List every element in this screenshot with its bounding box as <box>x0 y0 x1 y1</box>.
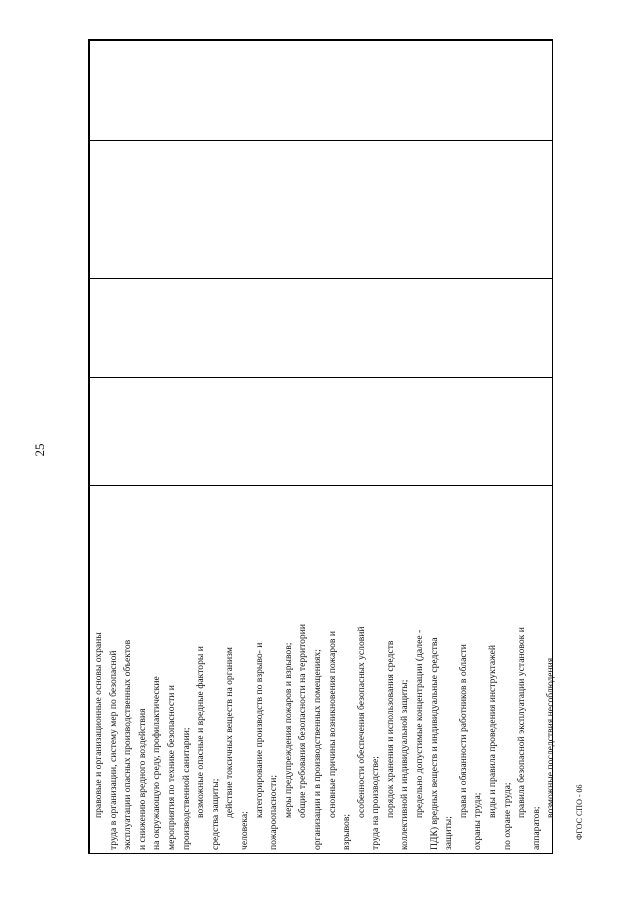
text-line: на окружающую среду, профилактические <box>151 676 163 850</box>
text-line: возможные опасные и вредные факторы и <box>195 646 207 818</box>
text-line: труда в организации, систему мер по безопасной <box>107 650 119 850</box>
text-line: виды и правила проведения инструктажей <box>487 644 499 818</box>
text-line: коллективной и индивидуальной защиты; <box>399 679 411 850</box>
text-line: организации и в производственных помещениях; <box>311 649 323 850</box>
text-line: средства защиты; <box>209 778 221 850</box>
text-line: предельно допустимые концентрации (далее - <box>414 629 426 818</box>
text-line: порядок хранения и использования средств <box>384 640 396 818</box>
text-line: труда на производстве; <box>370 756 382 850</box>
table-row-divider <box>89 278 552 279</box>
text-line: взрывов; <box>341 813 353 850</box>
text-line: правила безопасной эксплуатации установок и <box>516 627 528 818</box>
page-number: 25 <box>32 443 47 457</box>
text-line: человека; <box>238 811 250 850</box>
text-line: права и обязанности работников в области <box>457 644 469 818</box>
text-line: возможные последствия несоблюдения <box>545 657 557 818</box>
text-line: охраны труда; <box>472 792 484 850</box>
text-line: категорирование производств по взрыво- и <box>253 642 265 818</box>
table-border <box>89 40 90 853</box>
text-line: и снижению вредного воздействия <box>136 708 148 850</box>
document-footer: ФГОС СПО - 06 <box>575 784 584 840</box>
text-line: пожароопасности; <box>268 774 280 850</box>
competency-text-block <box>92 485 559 850</box>
text-line: аппаратов; <box>530 806 542 850</box>
text-line: ПДК) вредных веществ и индивидуальные средства <box>428 637 440 850</box>
text-line: общие требования безопасности на территории <box>297 623 309 818</box>
text-line: по охране труда; <box>501 782 513 850</box>
text-line: меры предупреждения пожаров и взрывов; <box>282 642 294 818</box>
text-line: мероприятия по технике безопасности и <box>165 685 177 850</box>
text-line: особенности обеспечения безопасных условий <box>355 626 367 818</box>
text-line: производственной санитарии; <box>180 727 192 850</box>
table-row-divider <box>89 140 552 141</box>
text-line: защиты; <box>443 816 455 850</box>
text-line: действие токсичных веществ на организм <box>224 647 236 818</box>
text-line: основные причины возникновения пожаров и <box>326 631 338 818</box>
text-line: правовые и организационные основы охраны <box>93 632 104 818</box>
table-row-divider <box>89 377 552 378</box>
table-top-line <box>89 40 552 41</box>
text-line: эксплуатации опасных производственных объектов <box>122 639 134 850</box>
